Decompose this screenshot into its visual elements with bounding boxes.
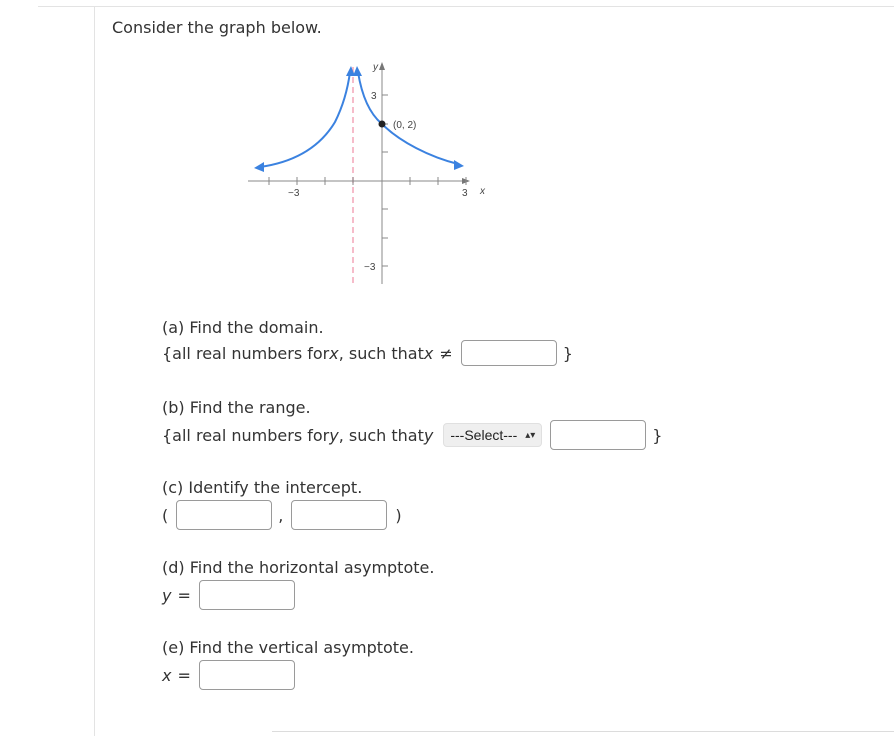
- part-d-prompt: (d) Find the horizontal asymptote.: [162, 558, 435, 577]
- left-divider: [94, 6, 95, 736]
- range-value-input[interactable]: [550, 420, 646, 450]
- part-c-close-paren: ): [395, 505, 402, 525]
- intercept-x-input[interactable]: [176, 500, 272, 530]
- part-a-close: }: [562, 343, 573, 363]
- vertical-asymptote-input[interactable]: [199, 660, 295, 690]
- part-a-mid: , such that: [338, 343, 424, 363]
- domain-exclusion-input[interactable]: [461, 340, 557, 366]
- point-label: (0, 2): [393, 120, 417, 131]
- horizontal-asymptote-input[interactable]: [199, 580, 295, 610]
- part-b-prompt: (b) Find the range.: [162, 398, 311, 417]
- left-curve-arrow-left: [254, 162, 264, 172]
- part-c-open-paren: (: [162, 505, 169, 525]
- function-graph: [240, 52, 500, 292]
- part-b-var: y: [329, 425, 339, 445]
- part-a-prompt: (a) Find the domain.: [162, 318, 324, 337]
- x-tick-label-right: 3: [462, 188, 468, 199]
- x-axis-label: x: [480, 186, 485, 197]
- top-divider: [38, 0, 894, 7]
- range-relation-select[interactable]: [443, 423, 542, 447]
- part-b-answer-row: [162, 420, 662, 450]
- part-d-answer-row: [162, 580, 295, 610]
- part-b-mid: , such that: [338, 425, 424, 445]
- part-e-prompt: (e) Find the vertical asymptote.: [162, 638, 414, 657]
- y-tick-label-top: 3: [371, 91, 377, 102]
- intercept-point: [379, 121, 386, 128]
- select-chevron-icon: ▴▾: [525, 429, 536, 441]
- part-a-pre: {all real numbers for: [162, 343, 330, 363]
- part-d-eq: =: [177, 585, 191, 605]
- right-curve-branch: [358, 72, 458, 164]
- part-c-prompt: (c) Identify the intercept.: [162, 478, 363, 497]
- part-b-pre: {all real numbers for: [162, 425, 330, 445]
- part-c-answer-row: [162, 500, 402, 530]
- bottom-divider: [272, 731, 894, 732]
- part-a-answer-row: [162, 340, 573, 366]
- part-e-eq: =: [177, 665, 191, 685]
- x-tick-label-left: −3: [288, 188, 300, 199]
- part-e-answer-row: [162, 660, 295, 690]
- part-a-var2: x: [423, 343, 434, 363]
- y-axis-arrow: [379, 62, 385, 70]
- select-value: ---Select---: [450, 427, 518, 443]
- part-e-var: x: [162, 665, 172, 685]
- intro-text: Consider the graph below.: [112, 18, 322, 37]
- part-a-var: x: [329, 343, 339, 363]
- y-tick-label-bottom: −3: [364, 262, 376, 273]
- intercept-y-input[interactable]: [291, 500, 387, 530]
- right-curve-arrow-up: [353, 66, 362, 76]
- part-c-comma: ,: [278, 505, 284, 525]
- part-b-close: }: [652, 425, 663, 445]
- right-curve-arrow-right: [454, 160, 464, 170]
- part-d-var: y: [162, 585, 172, 605]
- part-b-var2: y: [423, 425, 434, 445]
- not-equal-symbol: ≠: [439, 343, 453, 363]
- left-curve-branch: [260, 72, 350, 167]
- y-axis-label: y: [373, 62, 378, 73]
